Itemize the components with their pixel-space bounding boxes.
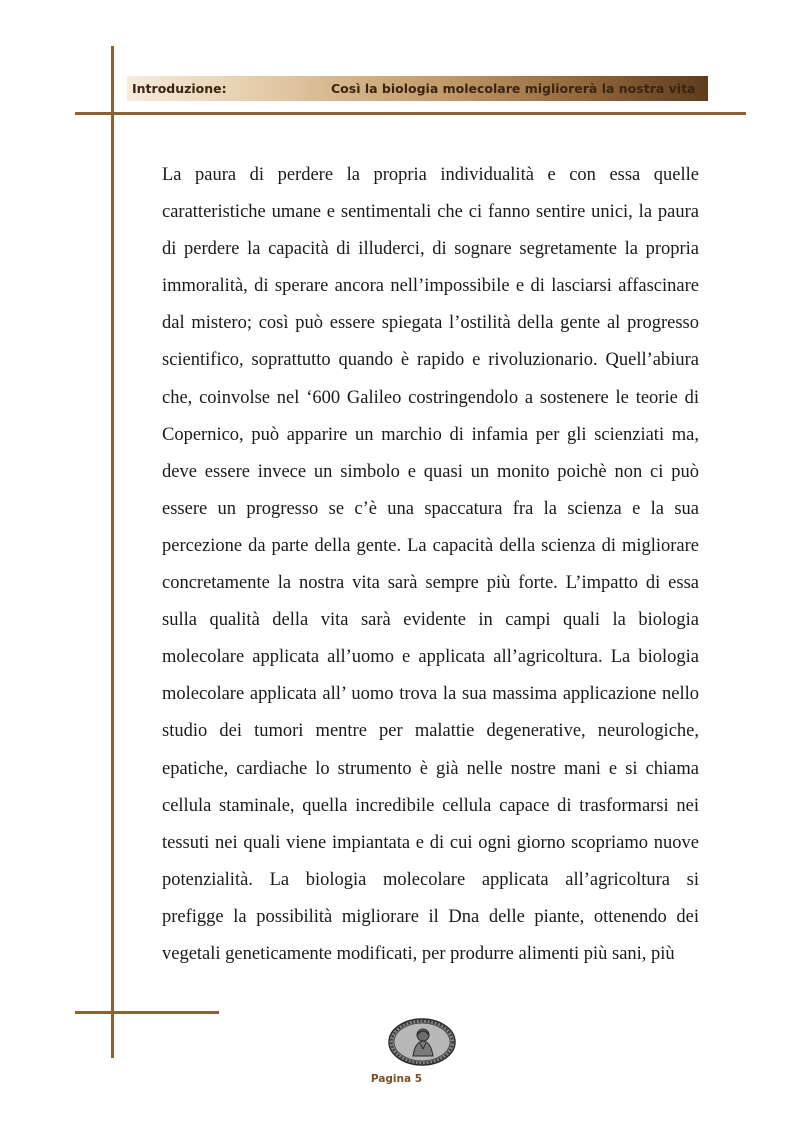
header-rule — [75, 112, 746, 115]
coin-emblem-icon — [387, 1018, 457, 1066]
text-line: di perdere la capacità di illuderci, di sognare segretamente la propria — [162, 239, 699, 260]
page-number: Pagina 5 — [370, 1073, 423, 1085]
text-line: sulla qualità della vita sarà evidente in campi quali la biologia — [162, 610, 699, 631]
header-section-label: Introduzione: — [132, 81, 227, 96]
text-line: potenzialità. La biologia molecolare applicata all’agricoltura si — [162, 869, 699, 890]
text-line: molecolare applicata all’ uomo trova la sua massima applicazione nello — [162, 684, 699, 705]
text-line: prefigge la possibilità migliorare il Dna delle piante, ottenendo dei — [162, 906, 699, 927]
text-line: tessuti nei quali viene impiantata e di cui ogni giorno scopriamo nuove — [162, 832, 699, 853]
text-line: Copernico, può apparire un marchio di infamia per gli scienziati ma, — [162, 424, 699, 445]
body-paragraph — [162, 157, 699, 973]
text-line: dal mistero; così può essere spiegata l’ostilità della gente al progresso — [162, 313, 699, 334]
header-chapter-title: Così la biologia molecolare migliorerà la nostra vita — [331, 81, 696, 96]
text-line: che, coinvolse nel ‘600 Galileo costringendolo a sostenere le teorie di — [162, 387, 699, 408]
text-line: epatiche, cardiache lo strumento è già nelle nostre mani e si chiama — [162, 758, 699, 779]
text-line: percezione da parte della gente. La capacità della scienza di migliorare — [162, 535, 699, 556]
text-line: La paura di perdere la propria individualità e con essa quelle — [162, 165, 699, 185]
text-line: essere un progresso se c’è una spaccatura fra la scienza e la sua — [162, 498, 699, 519]
text-line: studio dei tumori mentre per malattie degenerative, neurologiche, — [162, 721, 699, 742]
text-line: caratteristiche umane e sentimentali che ci fanno sentire unici, la paura — [162, 202, 699, 223]
vertical-rule — [111, 46, 114, 1058]
text-line: cellula staminale, quella incredibile cellula capace di trasformarsi nei — [162, 795, 699, 816]
text-line: concretamente la nostra vita sarà sempre più forte. L’impatto di essa — [162, 573, 699, 594]
text-line: immoralità, di sperare ancora nell’impossibile e di lasciarsi affascinare — [162, 276, 699, 297]
text-line: scientifico, soprattutto quando è rapido e rivoluzionario. Quell’abiura — [162, 350, 699, 371]
running-header — [127, 76, 708, 101]
footer-rule — [75, 1011, 219, 1014]
text-line: molecolare applicata all’uomo e applicata all’agricoltura. La biologia — [162, 647, 699, 668]
text-line: vegetali geneticamente modificati, per produrre alimenti più sani, più — [162, 943, 675, 964]
text-line: deve essere invece un simbolo e quasi un monito poichè non ci può — [162, 461, 699, 482]
